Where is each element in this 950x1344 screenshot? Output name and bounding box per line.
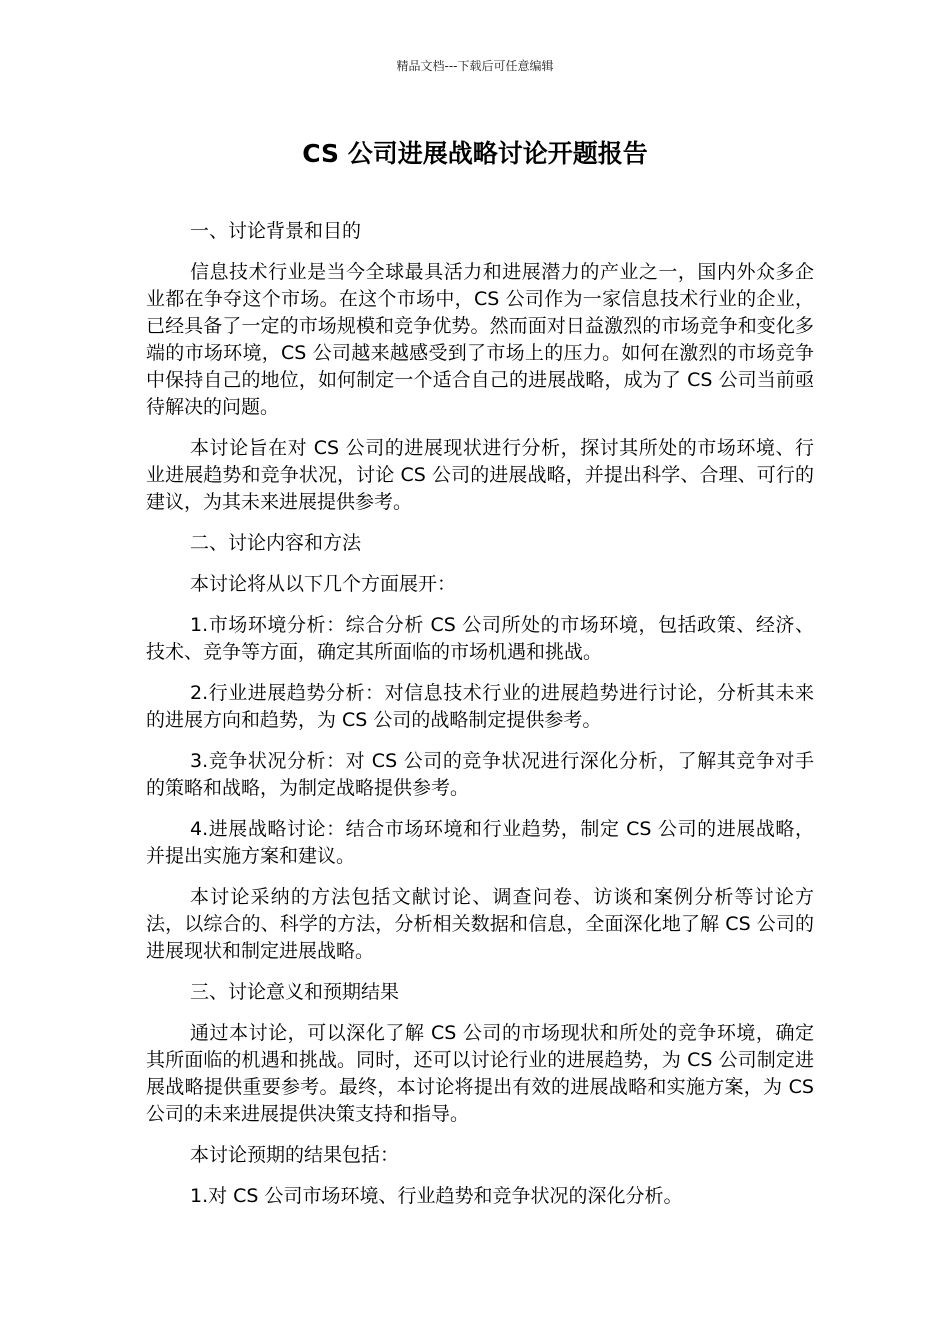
list-item-strategy: 4.进展战略讨论：结合市场环境和行业趋势，制定 CS 公司的进展战略，并提出实施方案和建议。 — [146, 818, 814, 867]
list-item-competition: 3.竞争状况分析：对 CS 公司的竞争状况进行深化分析，了解其竞争对手的策略和战略，为制定战略提供参考。 — [146, 750, 814, 799]
section-heading-background: 一、讨论背景和目的 — [190, 220, 362, 242]
paragraph-significance: 通过本讨论，可以深化了解 CS 公司的市场现状和所处的竞争环境，确定其所面临的机遇和挑战。同时，还可以讨论行业的进展趋势，为 CS 公司制定进展战略提供重要参考。最终，本讨论将提出有效的进展战略和实施方案，为 CS 公司的未来进展提供决策支持和指导。 — [146, 1022, 814, 1125]
paragraph-industry-context: 信息技术行业是当今全球最具活力和进展潜力的产业之一，国内外众多企业都在争夺这个市场。在这个市场中，CS 公司作为一家信息技术行业的企业，已经具备了一定的市场规模和竞争优势。然而面对日益激烈的市场竞争和变化多端的市场环境，CS 公司越来越感受到了市场上的压力。如何在激烈的市场竞争中保持自己的地位，如何制定一个适合自己的进展战略，成为了 CS 公司当前亟待解决的问题。 — [146, 261, 814, 418]
paragraph-intro-aspects: 本讨论将从以下几个方面展开： — [190, 573, 457, 595]
section-heading-significance: 三、讨论意义和预期结果 — [190, 981, 400, 1003]
document-body — [146, 218, 814, 1224]
document-title: CS 公司进展战略讨论开题报告 — [302, 139, 648, 168]
list-item-market-analysis: 1.市场环境分析：综合分析 CS 公司所处的市场环境，包括政策、经济、技术、竞争等方面，确定其所面临的市场机遇和挑战。 — [146, 614, 814, 663]
paragraph-research-aim: 本讨论旨在对 CS 公司的进展现状进行分析，探讨其所处的市场环境、行业进展趋势和竞争状况，讨论 CS 公司的进展战略，并提出科学、合理、可行的建议，为其未来进展提供参考。 — [146, 437, 814, 513]
section-heading-content-methods: 二、讨论内容和方法 — [190, 532, 362, 554]
paragraph-methods: 本讨论采纳的方法包括文献讨论、调查问卷、访谈和案例分析等讨论方法，以综合的、科学的方法，分析相关数据和信息，全面深化地了解 CS 公司的进展现状和制定进展战略。 — [146, 886, 814, 962]
list-item-expected-1: 1.对 CS 公司市场环境、行业趋势和竞争状况的深化分析。 — [190, 1185, 683, 1207]
page-header: 精品文档---下载后可任意编辑 — [396, 59, 554, 73]
list-item-industry-trend: 2.行业进展趋势分析：对信息技术行业的进展趋势进行讨论，分析其未来的进展方向和趋势，为 CS 公司的战略制定提供参考。 — [146, 682, 814, 731]
paragraph-expected-intro: 本讨论预期的结果包括： — [190, 1144, 400, 1166]
